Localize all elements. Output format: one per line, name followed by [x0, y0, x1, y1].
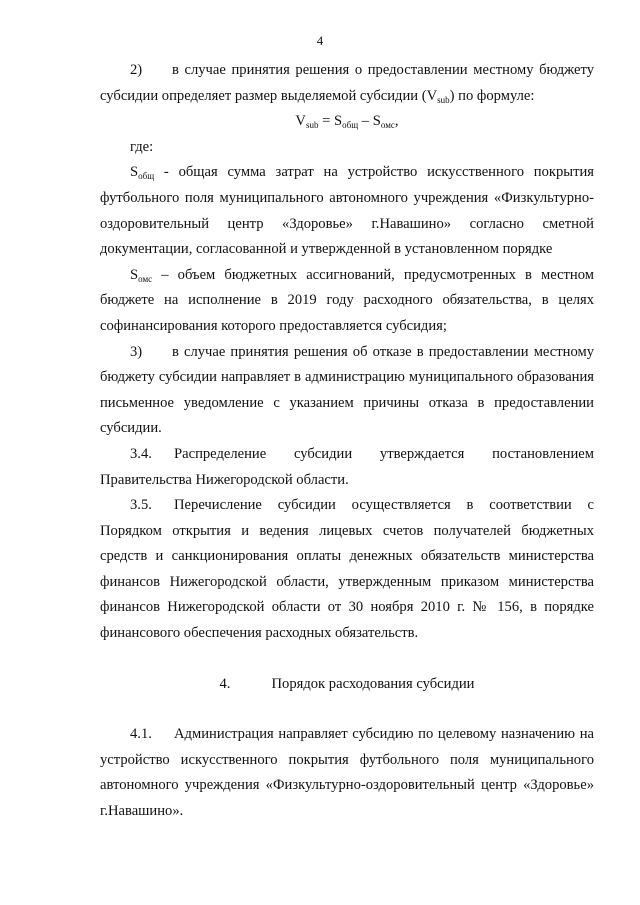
symbol-sub: общ [138, 171, 155, 182]
item-number: 3) [130, 343, 143, 360]
formula-comma: , [394, 113, 399, 130]
formula-s-budget-sub: омс [380, 120, 395, 131]
subscript: sub [437, 94, 450, 105]
clause-text: Администрация направляет субсидию по целевому назначению на устройство искусственного покрытия футбольного поля муниципального автономного учреждения «Физкультурно-оздоровительный центр «Здоровье» г.Навашино». [100, 726, 594, 820]
symbol-s: S [130, 266, 139, 283]
clause-number: 4.1. [130, 726, 152, 743]
spacer [100, 647, 594, 672]
paragraph-4-1 [100, 722, 594, 824]
formula-minus-s: – S [358, 113, 381, 130]
section-title: Порядок расходования субсидии [271, 675, 475, 692]
definition-s-budget [100, 263, 594, 340]
clause-text: Перечисление субсидии осуществляется в соответствии с Порядком открытия и ведения лицевых счетов получателей бюджетных средств и санкционирования оплаты денежных обязательств министерства финансов Нижегородской области, утвержденным приказом министерства финансов Нижегородской области от 30 ноября 2010 г. № 156, в порядке финансового обеспечения расходных обязательств. [100, 497, 594, 642]
formula-equals-s: = S [318, 113, 343, 130]
formula-v-sub: sub [305, 120, 319, 131]
definition-s-total [100, 160, 594, 262]
item-number: 2) [130, 62, 143, 78]
symbol-sub: омс [138, 273, 153, 284]
section-number: 4. [219, 675, 231, 692]
paragraph-3-5 [100, 493, 594, 647]
item-text: в случае принятия решения об отказе в предоставлении местному бюджету субсидии направляет в администрацию муниципального образования письменное уведомление с указанием причины отказа в предоставлении субсидии. [100, 343, 594, 437]
clause-number: 3.4. [130, 445, 152, 462]
formula [100, 109, 594, 135]
where-label: где: [130, 138, 154, 155]
symbol-s: S [130, 164, 139, 181]
page-number: 4 [316, 33, 324, 48]
definition-text: - общая сумма затрат на устройство искусственного покрытия футбольного поля муниципального автономного учреждения «Физкультурно-оздоровительный центр «Здоровье» г.Навашино» согласно сметной документации, согласованной и утвержденной в установленном порядке [100, 164, 594, 258]
paragraph-item-2 [100, 58, 594, 109]
definition-text: – объем бюджетных ассигнований, предусмотренных в местном бюджете на исполнение в 2019 году расходного обязательства, в целях софинансирования которого предоставляется субсидия; [100, 266, 594, 334]
formula-s-total-sub: общ [342, 120, 359, 131]
clause-number: 3.5. [130, 497, 152, 514]
paragraph-item-3 [100, 340, 594, 442]
item-text: в случае принятия решения о предоставлении местному бюджету субсидии определяет размер выделяемой субсидии (V [100, 62, 594, 104]
document-body [100, 58, 594, 825]
section-heading [100, 672, 594, 698]
spacer [100, 697, 594, 722]
paragraph-3-4 [100, 442, 594, 493]
clause-text: Распределение субсидии утверждается постановлением Правительства Нижегородской области. [100, 445, 594, 488]
item-text-end: ) по формуле: [449, 87, 535, 104]
formula-v: V [295, 113, 306, 130]
